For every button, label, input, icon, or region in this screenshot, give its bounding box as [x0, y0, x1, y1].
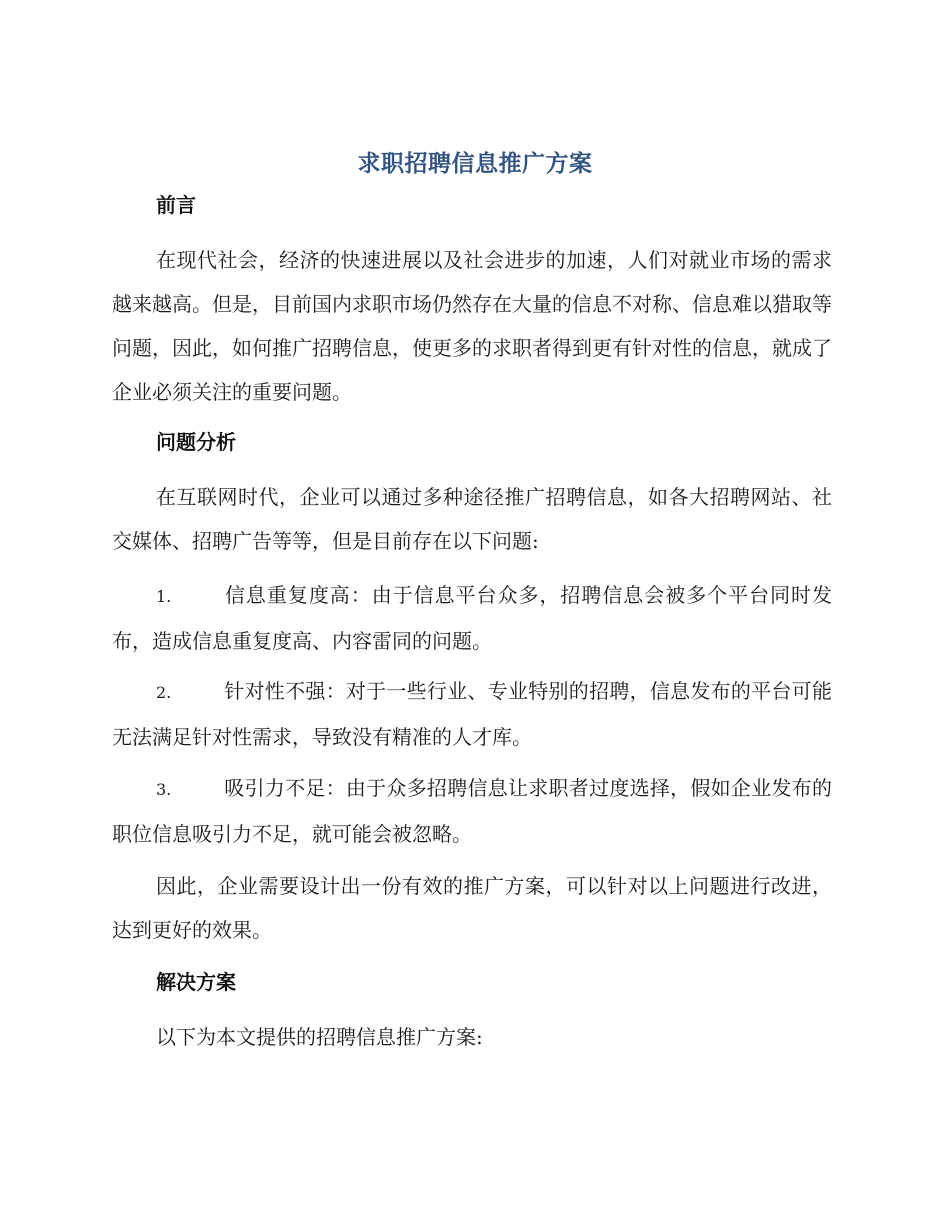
- analysis-conclusion-paragraph: 因此，企业需要设计出一份有效的推广方案，可以针对以上问题进行改进，达到更好的效果。: [112, 874, 832, 942]
- list-item-text: 针对性不强：对于一些行业、专业特别的招聘，信息发布的平台可能无法满足针对性需求，导致没有精准的人才库。: [112, 679, 832, 749]
- list-item-text: 信息重复度高：由于信息平台众多，招聘信息会被多个平台同时发布，造成信息重复度高、内容雷同的问题。: [112, 583, 832, 653]
- document-title: 求职招聘信息推广方案: [357, 151, 593, 177]
- preface-paragraph: 在现代社会，经济的快速进展以及社会进步的加速，人们对就业市场的需求越来越高。但是，目前国内求职市场仍然存在大量的信息不对称、信息难以猎取等问题，因此，如何推广招聘信息，使更多的求职者得到更有针对性的信息，就成了企业必须关注的重要问题。: [112, 248, 832, 404]
- solution-intro-paragraph: 以下为本文提供的招聘信息推广方案:: [156, 1025, 483, 1049]
- list-item-number: 1.: [156, 587, 172, 606]
- analysis-intro-paragraph: 在互联网时代，企业可以通过多种途径推广招聘信息，如各大招聘网站、社交媒体、招聘广告等等，但是目前存在以下问题:: [112, 485, 832, 553]
- section-heading-solution: 解决方案: [156, 970, 236, 994]
- section-heading-preface: 前言: [156, 193, 196, 217]
- list-item: [112, 766, 832, 856]
- section-heading-analysis: 问题分析: [156, 430, 236, 454]
- list-item-number: 2.: [156, 683, 172, 702]
- list-item-number: 3.: [156, 780, 172, 799]
- list-item-text: 吸引力不足：由于众多招聘信息让求职者过度选择，假如企业发布的职位信息吸引力不足，就可能会被忽略。: [112, 776, 832, 846]
- list-item: [112, 573, 832, 663]
- list-item: [112, 669, 832, 759]
